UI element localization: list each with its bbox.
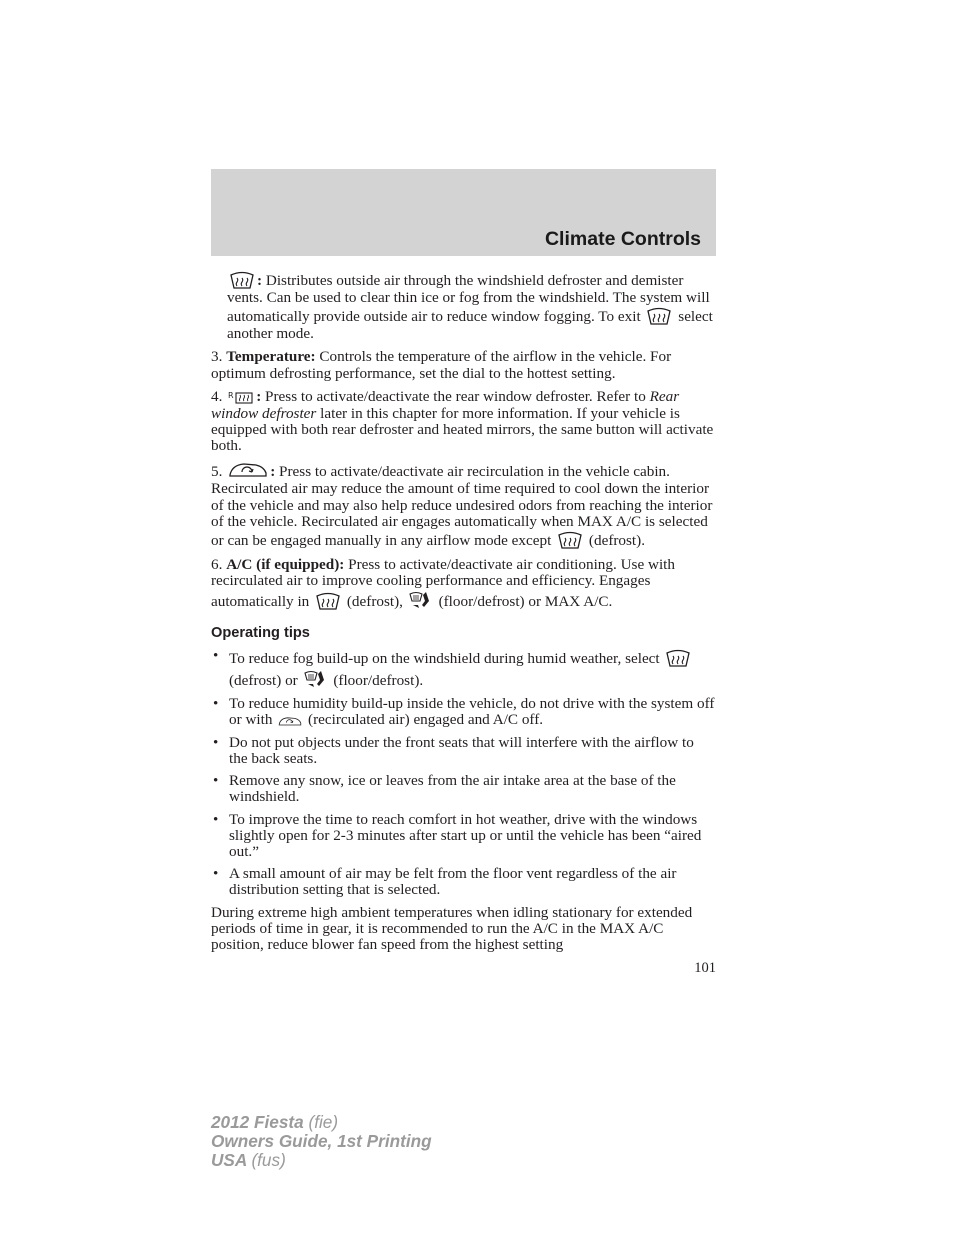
floor-defrost-icon <box>409 589 433 611</box>
footer-line-1: 2012 Fiesta (fie) <box>211 1112 339 1132</box>
footer <box>211 1113 432 1170</box>
page-content <box>211 270 716 960</box>
footer-line-3: USA (fus) <box>211 1150 286 1170</box>
windshield-defrost-icon <box>557 530 583 550</box>
header-band <box>211 169 716 256</box>
list-item: • To reduce humidity build-up inside the vehicle, do not drive with the system off or with (recirculated air) engaged and A/C off. <box>213 694 715 728</box>
operating-tips-heading: Operating tips <box>211 625 310 642</box>
section-title: Climate Controls <box>544 228 701 250</box>
page-number: 101 <box>694 960 716 976</box>
rear-defrost-item: 4. : Press to activate/deactivate the rear window defroster. Refer to Rear window defroster later in this chapter for more information. If your vehicle is equipped with both rear defroster and heated mirrors, the same button will activate both. <box>211 387 714 455</box>
list-item: • To improve the time to reach comfort in hot weather, drive with the windows slightly open for 2-3 minutes after start up or until the vehicle has been “aired out.” <box>213 810 702 861</box>
list-item: • Do not put objects under the front seats that will interfere with the airflow to the back seats. <box>213 733 694 768</box>
list-item: • Remove any snow, ice or leaves from the air intake area at the base of the windshield. <box>213 772 676 806</box>
defrost-mode-paragraph: : Distributes outside air through the windshield defroster and demister vents. Can be used to clear thin ice or fog from the windshield. The system will automatically provide outside air to reduce window fogging. To exit select another mode. <box>227 272 713 343</box>
recirculation-icon <box>228 461 268 481</box>
rear-defrost-icon <box>228 390 254 406</box>
windshield-defrost-icon <box>229 270 255 290</box>
list-item: • To reduce fog build-up on the windshield during humid weather, select (defrost) or (floor/defrost). <box>211 648 716 690</box>
recirculation-item: 5. : Press to activate/deactivate air recirculation in the vehicle cabin. Recirculated air may reduce the amount of time required to cool down the interior of the vehicle and may also help reduce undesired odors from reaching the interior of the vehicle. Recirculated air engages automatically when MAX A/C is selected or can be engaged manually in any airflow mode except (defrost). <box>211 463 713 550</box>
floor-defrost-icon <box>304 668 328 690</box>
windshield-defrost-icon <box>646 306 672 326</box>
recirculation-icon <box>278 715 302 729</box>
temperature-item: 3. Temperature: Controls the temperature of the airflow in the vehicle. For optimum defrosting performance, set the dial to the hottest setting. <box>211 348 672 382</box>
ac-item: 6. A/C (if equipped): Press to activate/deactivate air conditioning. Use with recirculated air to improve cooling performance and efficiency. Engages automatically in (defrost), (floor/defrost) or MAX A/C. <box>211 556 675 611</box>
operating-tips-list <box>211 648 716 899</box>
footer-line-2: Owners Guide, 1st Printing <box>211 1131 432 1151</box>
windshield-defrost-icon <box>315 591 341 611</box>
closing-paragraph: During extreme high ambient temperatures when idling stationary for extended periods of time in gear, it is recommended to run the A/C in the MAX A/C position, reduce blower fan speed from the highest setting <box>211 903 693 954</box>
windshield-defrost-icon <box>665 648 691 668</box>
list-item: • A small amount of air may be felt from the floor vent regardless of the air distribution setting that is selected. <box>213 865 677 899</box>
